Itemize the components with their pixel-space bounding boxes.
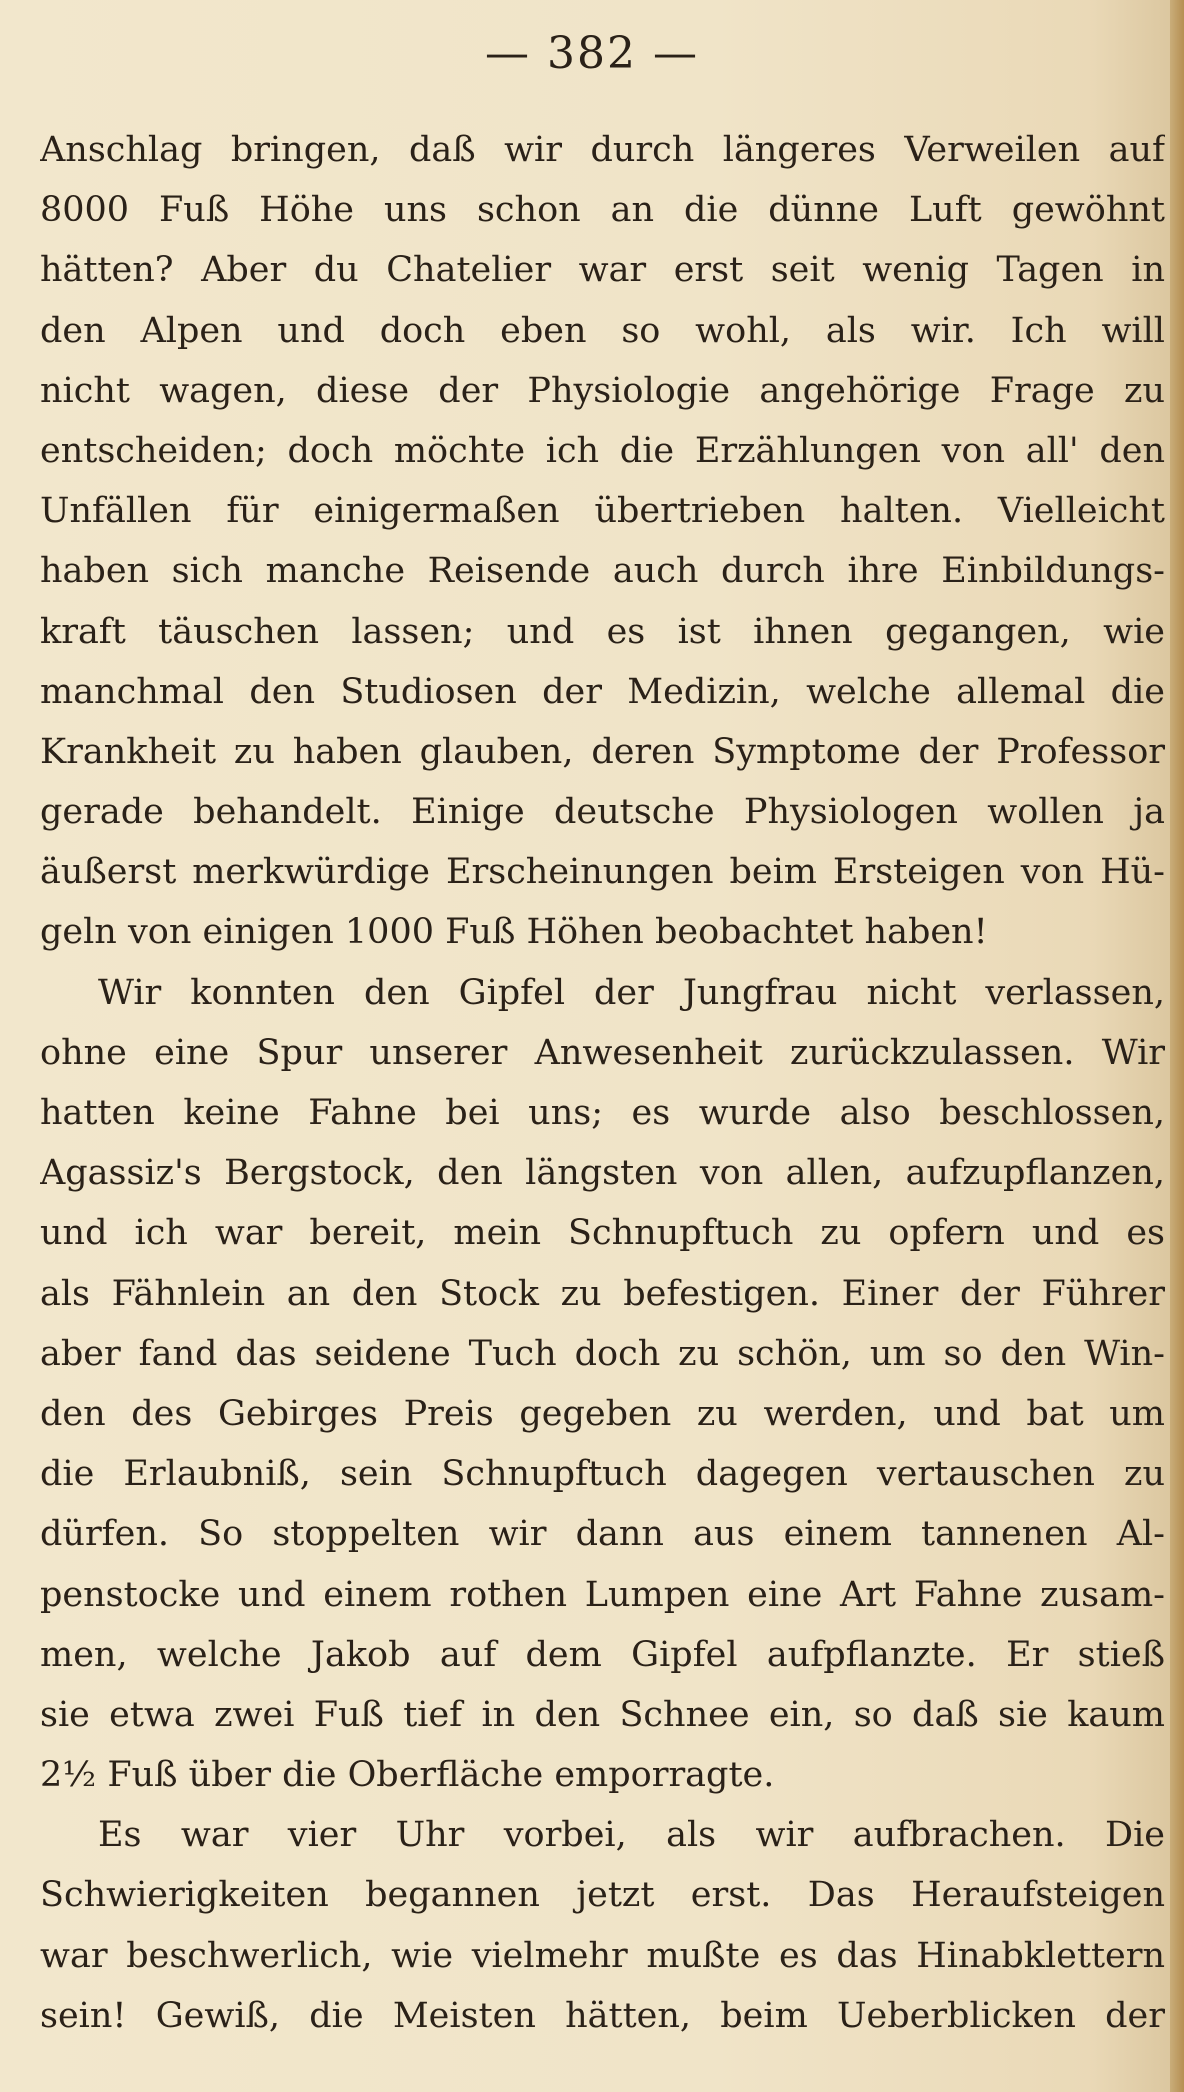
text-line: Es war vier Uhr vorbei, als wir aufbrachen. Die [98,1815,1165,1856]
text-line: dürfen. So stoppelten wir dann aus einem tannenen Al- [40,1514,1165,1555]
text-line: manchmal den Studiosen der Medizin, welche allemal die [40,671,1165,712]
text-line: penstocke und einem rothen Lumpen eine Art Fahne zusam- [40,1574,1165,1615]
text-line: haben sich manche Reisende auch durch ihre Einbildungs- [40,551,1165,592]
text-line: aber fand das seidene Tuch doch zu schön, um so den Win- [40,1333,1165,1374]
text-line: hatten keine Fahne bei uns; es wurde also beschlossen, [40,1093,1165,1133]
text-line: kraft täuschen lassen; und es ist ihnen gegangen, wie [40,611,1165,652]
text-line: geln von einigen 1000 Fuß Höhen beobachtet haben! [40,912,988,953]
text-line: nicht wagen, diese der Physiologie angehörige Frage zu [40,370,1165,411]
text-line: Unfällen für einigermaßen übertrieben halten. Vielleicht [40,491,1165,532]
text-line: äußerst merkwürdige Erscheinungen beim Ersteigen von Hü- [40,852,1165,893]
text-line: und ich war bereit, mein Schnupftuch zu opfern und es [40,1213,1165,1254]
text-line: men, welche Jakob auf dem Gipfel aufpflanzte. Er stieß [40,1634,1165,1675]
page-edge [1170,0,1184,2092]
text-line: die Erlaubniß, sein Schnupftuch dagegen vertauschen zu [40,1454,1165,1495]
text-line: ohne eine Spur unserer Anwesenheit zurückzulassen. Wir [40,1032,1165,1073]
text-line: war beschwerlich, wie vielmehr mußte es das Hinabklettern [40,1935,1165,1976]
text-line: entscheiden; doch möchte ich die Erzählungen von all' den [40,430,1165,471]
text-line: 8000 Fuß Höhe uns schon an die dünne Luft gewöhnt [40,190,1165,231]
text-line: hätten? Aber du Chatelier war erst seit wenig Tagen in [40,250,1165,291]
text-line: gerade behandelt. Einige deutsche Physiologen wollen ja [40,792,1165,833]
text-line: Anschlag bringen, daß wir durch längeres Verweilen auf [40,130,1165,170]
text-line: Agassiz's Bergstock, den längsten von allen, aufzupflanzen, [40,1153,1165,1194]
text-line: Krankheit zu haben glauben, deren Symptome der Professor [40,731,1165,772]
text-line: Schwierigkeiten begannen jetzt erst. Das Heraufsteigen [40,1875,1165,1916]
text-line: sie etwa zwei Fuß tief in den Schnee ein, so daß sie kaum [40,1694,1165,1735]
text-line: den des Gebirges Preis gegeben zu werden, und bat um [40,1393,1165,1434]
text-line: sein! Gewiß, die Meisten hätten, beim Ueberblicken der [40,1995,1165,2036]
page-number: — 382 — [485,28,699,79]
text-line: 2½ Fuß über die Oberfläche emporragte. [40,1755,775,1796]
text-line: Wir konnten den Gipfel der Jungfrau nicht verlassen, [98,972,1165,1013]
body-text [40,120,1165,2046]
text-line: als Fähnlein an den Stock zu befestigen. Einer der Führer [40,1273,1165,1314]
text-line: den Alpen und doch eben so wohl, als wir. Ich will [40,310,1165,351]
